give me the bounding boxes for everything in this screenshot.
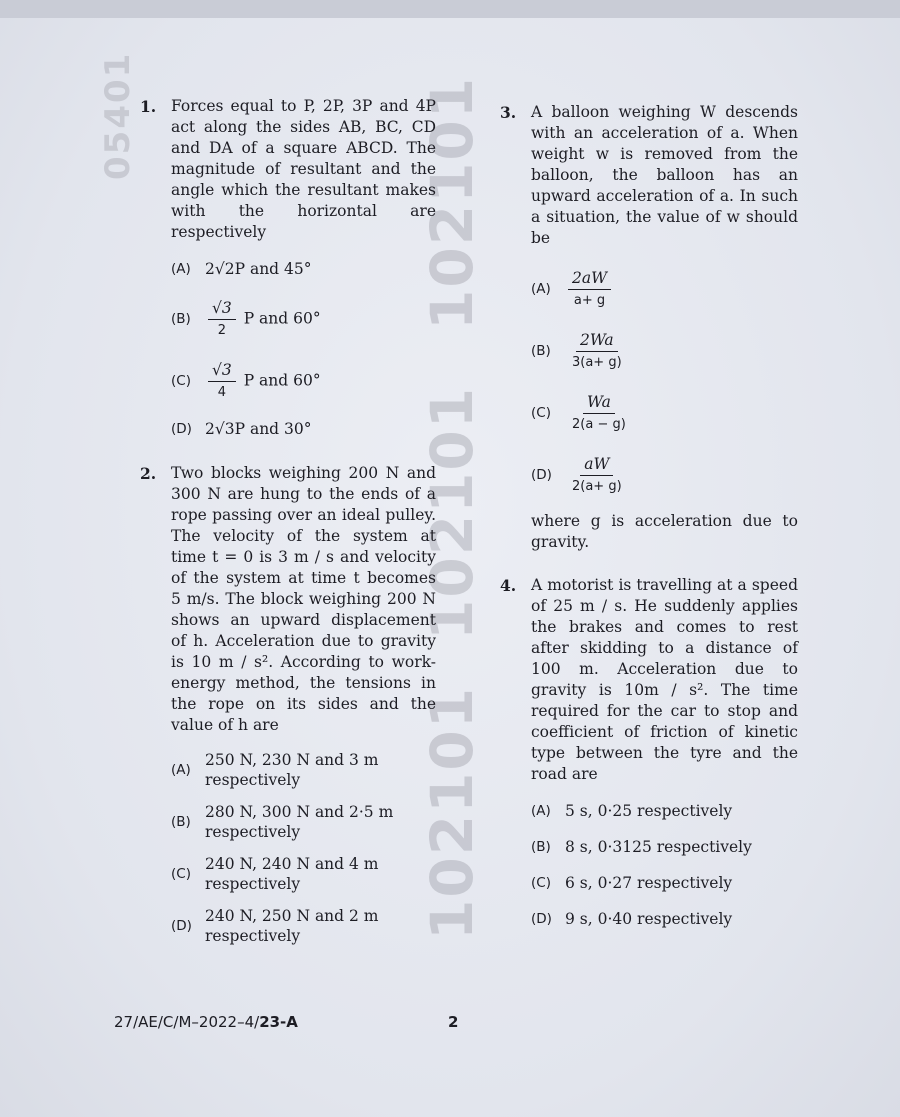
question-4	[500, 575, 798, 931]
fraction-denominator: 2	[217, 322, 227, 338]
option-c	[531, 387, 798, 439]
fraction-denominator: 2(a − g)	[572, 416, 626, 432]
question-3	[500, 102, 798, 553]
question-note: where g is acceleration due to gravity.	[531, 512, 798, 551]
option-label: (C)	[531, 404, 551, 421]
option-text: P and 60°	[243, 371, 321, 389]
option-text: 2√2P and 45°	[205, 259, 312, 278]
fraction	[568, 455, 626, 496]
option-a	[531, 263, 798, 315]
option-b	[531, 835, 798, 859]
booklet-code-series: 23-A	[259, 1013, 298, 1031]
option-label: (C)	[171, 865, 191, 882]
left-column	[140, 96, 436, 968]
option-text: 5 s, 0·25 respectively	[565, 801, 733, 820]
option-text: P and 60°	[243, 309, 321, 327]
option-label: (A)	[171, 761, 191, 778]
option-a	[171, 257, 436, 281]
question-number: 1.	[140, 97, 157, 116]
option-c	[531, 871, 798, 895]
option-d	[171, 417, 436, 441]
option-c	[171, 355, 436, 407]
fraction-numerator: 2aW	[568, 269, 611, 290]
option-label: (C)	[171, 372, 191, 389]
option-c	[171, 854, 436, 894]
option-label: (B)	[531, 838, 551, 855]
option-label: (D)	[171, 420, 192, 437]
option-d	[171, 906, 436, 946]
fraction-numerator: aW	[580, 455, 613, 476]
fraction-denominator: 2(a+ g)	[572, 478, 622, 494]
option-label: (B)	[531, 342, 551, 359]
question-number: 4.	[500, 576, 517, 595]
option-label: (A)	[531, 802, 551, 819]
option-a	[531, 799, 798, 823]
question-text: A balloon weighing W descends with an acceleration of a. When weight w is removed from the balloon, the balloon has an upward acceleration of a. In such a situation, the value of w should be	[531, 103, 798, 247]
fraction-denominator: a+ g	[573, 292, 606, 308]
options-list	[531, 799, 798, 931]
option-d	[531, 449, 798, 501]
question-number: 2.	[140, 464, 157, 483]
question-text: Two blocks weighing 200 N and 300 N are hung to the ends of a rope passing over an ideal pulley. The velocity of the system at time t = 0 is 3 m / s and velocity of the system at time t becomes 5 m/s. The block weighing 200 N shows an upward displacement of h. Acceleration due to gravity is 10 m / s². According to work-energy method, the tensions in the rope on its sides and the value of h are	[171, 464, 436, 734]
edge-watermark-stamp: 05401	[98, 51, 138, 180]
option-text: 2√3P and 30°	[205, 419, 312, 438]
option-d	[531, 907, 798, 931]
fraction	[568, 331, 626, 372]
option-b	[171, 293, 436, 345]
option-label: (C)	[531, 874, 551, 891]
fraction	[208, 299, 236, 340]
option-b	[171, 802, 436, 842]
option-text: 8 s, 0·3125 respectively	[565, 837, 752, 856]
question-1	[140, 96, 436, 441]
scan-top-band	[0, 0, 900, 18]
fraction-numerator: 2Wa	[576, 331, 618, 352]
question-text: A motorist is travelling at a speed of 25 m / s. He suddenly applies the brakes and comes to rest after skidding to a distance of 100 m. Acceleration due to gravity is 10m / s². The time required for the car to stop and coefficient of friction of kinetic type between the tyre and the road are	[531, 576, 798, 783]
watermark-stamp: 102101	[418, 685, 486, 940]
options-list	[171, 750, 436, 946]
booklet-code	[114, 1013, 298, 1031]
fraction-numerator: √3	[208, 299, 236, 320]
fraction-denominator: 4	[217, 384, 227, 400]
watermark-stamp: 102101	[418, 75, 486, 330]
option-label: (B)	[171, 310, 191, 327]
fraction-denominator: 3(a+ g)	[572, 354, 622, 370]
question-number: 3.	[500, 103, 517, 122]
options-list	[531, 263, 798, 501]
question-text: Forces equal to P, 2P, 3P and 4P act along the sides AB, BC, CD and DA of a square ABCD. The magnitude of resultant and the angle which the resultant makes with the horizontal are respectively	[171, 97, 436, 241]
option-label: (A)	[171, 260, 191, 277]
option-label: (A)	[531, 280, 551, 297]
option-text: 240 N, 240 N and 4 m respectively	[205, 855, 379, 893]
option-text: 250 N, 230 N and 3 m respectively	[205, 751, 379, 789]
option-text: 240 N, 250 N and 2 m respectively	[205, 907, 379, 945]
page-number: 2	[448, 1013, 459, 1031]
right-column	[500, 102, 798, 953]
options-list	[171, 257, 436, 441]
option-b	[531, 325, 798, 377]
fraction-numerator: √3	[208, 361, 236, 382]
booklet-code-prefix: 27/AE/C/M–2022–4/	[114, 1013, 260, 1031]
fraction-numerator: Wa	[583, 393, 615, 414]
question-2	[140, 463, 436, 946]
option-a	[171, 750, 436, 790]
option-label: (D)	[531, 910, 552, 927]
option-text: 9 s, 0·40 respectively	[565, 909, 733, 928]
option-label: (D)	[531, 466, 552, 483]
option-text: 6 s, 0·27 respectively	[565, 873, 733, 892]
fraction	[208, 361, 236, 402]
fraction	[568, 269, 611, 310]
option-label: (D)	[171, 917, 192, 934]
watermark-stamp: 102101	[418, 385, 486, 640]
option-label: (B)	[171, 813, 191, 830]
option-text: 280 N, 300 N and 2·5 m respectively	[205, 803, 394, 841]
fraction	[568, 393, 630, 434]
